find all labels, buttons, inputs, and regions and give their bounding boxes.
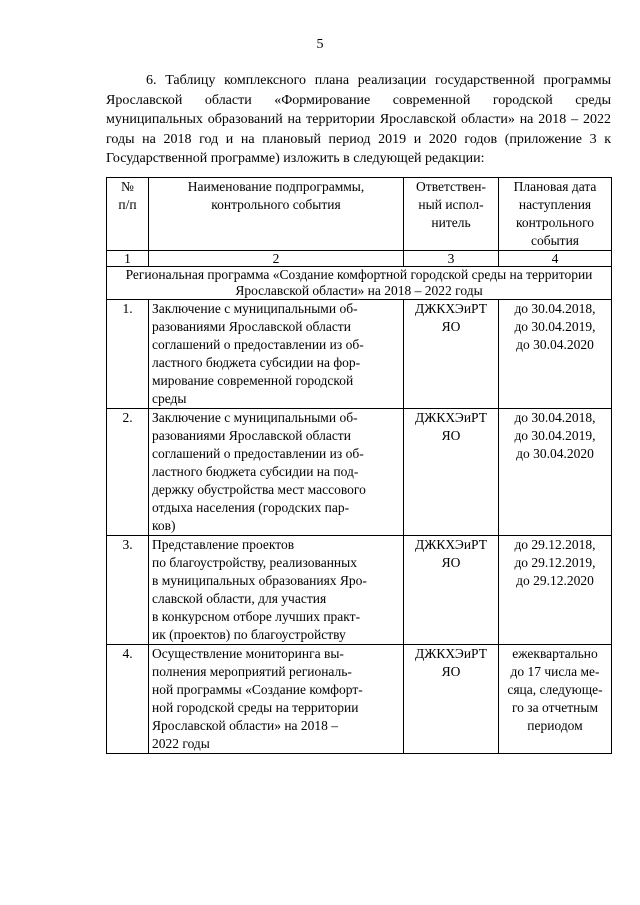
column-number: 1 bbox=[107, 251, 149, 267]
column-number: 4 bbox=[499, 251, 612, 267]
row-num: 3. bbox=[107, 536, 149, 645]
row-num: 1. bbox=[107, 300, 149, 409]
column-number: 2 bbox=[149, 251, 404, 267]
row-planned-date: до 30.04.2018, до 30.04.2019, до 30.04.2020 bbox=[499, 300, 612, 409]
table-row bbox=[107, 409, 612, 536]
row-event-name: Заключение с муниципальными об- разованиями Ярославской области соглашений о предоставлении из об- ластного бюджета субсидии на под- держку обустройства мест массового отдыха населения (городских пар- ков) bbox=[149, 409, 404, 536]
section-title: Региональная программа «Создание комфортной городской среды на территории Ярославской области» на 2018 – 2022 годы bbox=[107, 267, 612, 300]
intro-paragraph: 6. Таблицу комплексного плана реализации государственной программы Ярославской области «Формирование современной городской среды муниципальных образований на территории Ярославской области» на 2018 – 2022 годы на 2018 год и на плановый период 2019 и 2020 годов (приложение 3 к Государственной программе) изложить в следующей редакции: bbox=[106, 73, 611, 166]
row-planned-date: до 30.04.2018, до 30.04.2019, до 30.04.2020 bbox=[499, 409, 612, 536]
row-responsible: ДЖКХЭиРТ ЯО bbox=[404, 300, 499, 409]
column-number: 3 bbox=[404, 251, 499, 267]
table-row bbox=[107, 645, 612, 754]
column-numbers-row bbox=[107, 251, 612, 267]
header-date: Плановая дата наступления контрольного события bbox=[499, 178, 612, 251]
table-row bbox=[107, 300, 612, 409]
header-responsible: Ответствен- ный испол- нитель bbox=[404, 178, 499, 251]
table-header-row bbox=[107, 178, 612, 251]
row-event-name: Осуществление мониторинга вы- полнения мероприятий региональ- ной программы «Создание комфорт- ной городской среды на территории Ярославской области» на 2018 – 2022 годы bbox=[149, 645, 404, 754]
row-planned-date: ежеквартально до 17 числа ме- сяца, следующе- го за отчетным периодом bbox=[499, 645, 612, 754]
header-name: Наименование подпрограммы, контрольного события bbox=[149, 178, 404, 251]
row-planned-date: до 29.12.2018, до 29.12.2019, до 29.12.2020 bbox=[499, 536, 612, 645]
section-row bbox=[107, 267, 612, 300]
row-num: 4. bbox=[107, 645, 149, 754]
row-event-name: Заключение с муниципальными об- разованиями Ярославской области соглашений о предоставлении из об- ластного бюджета субсидии на фор- мирование современной городской среды bbox=[149, 300, 404, 409]
row-responsible: ДЖКХЭиРТ ЯО bbox=[404, 645, 499, 754]
row-responsible: ДЖКХЭиРТ ЯО bbox=[404, 409, 499, 536]
row-responsible: ДЖКХЭиРТ ЯО bbox=[404, 536, 499, 645]
table-row bbox=[107, 536, 612, 645]
row-num: 2. bbox=[107, 409, 149, 536]
row-event-name: Представление проектов по благоустройству, реализованных в муниципальных образованиях Яро- славской области, для участия в конкурсном отборе лучших практ- ик (проектов) по благоустройству bbox=[149, 536, 404, 645]
page-number: 5 bbox=[316, 37, 324, 52]
header-num: № п/п bbox=[107, 178, 149, 251]
plan-table bbox=[106, 177, 612, 754]
